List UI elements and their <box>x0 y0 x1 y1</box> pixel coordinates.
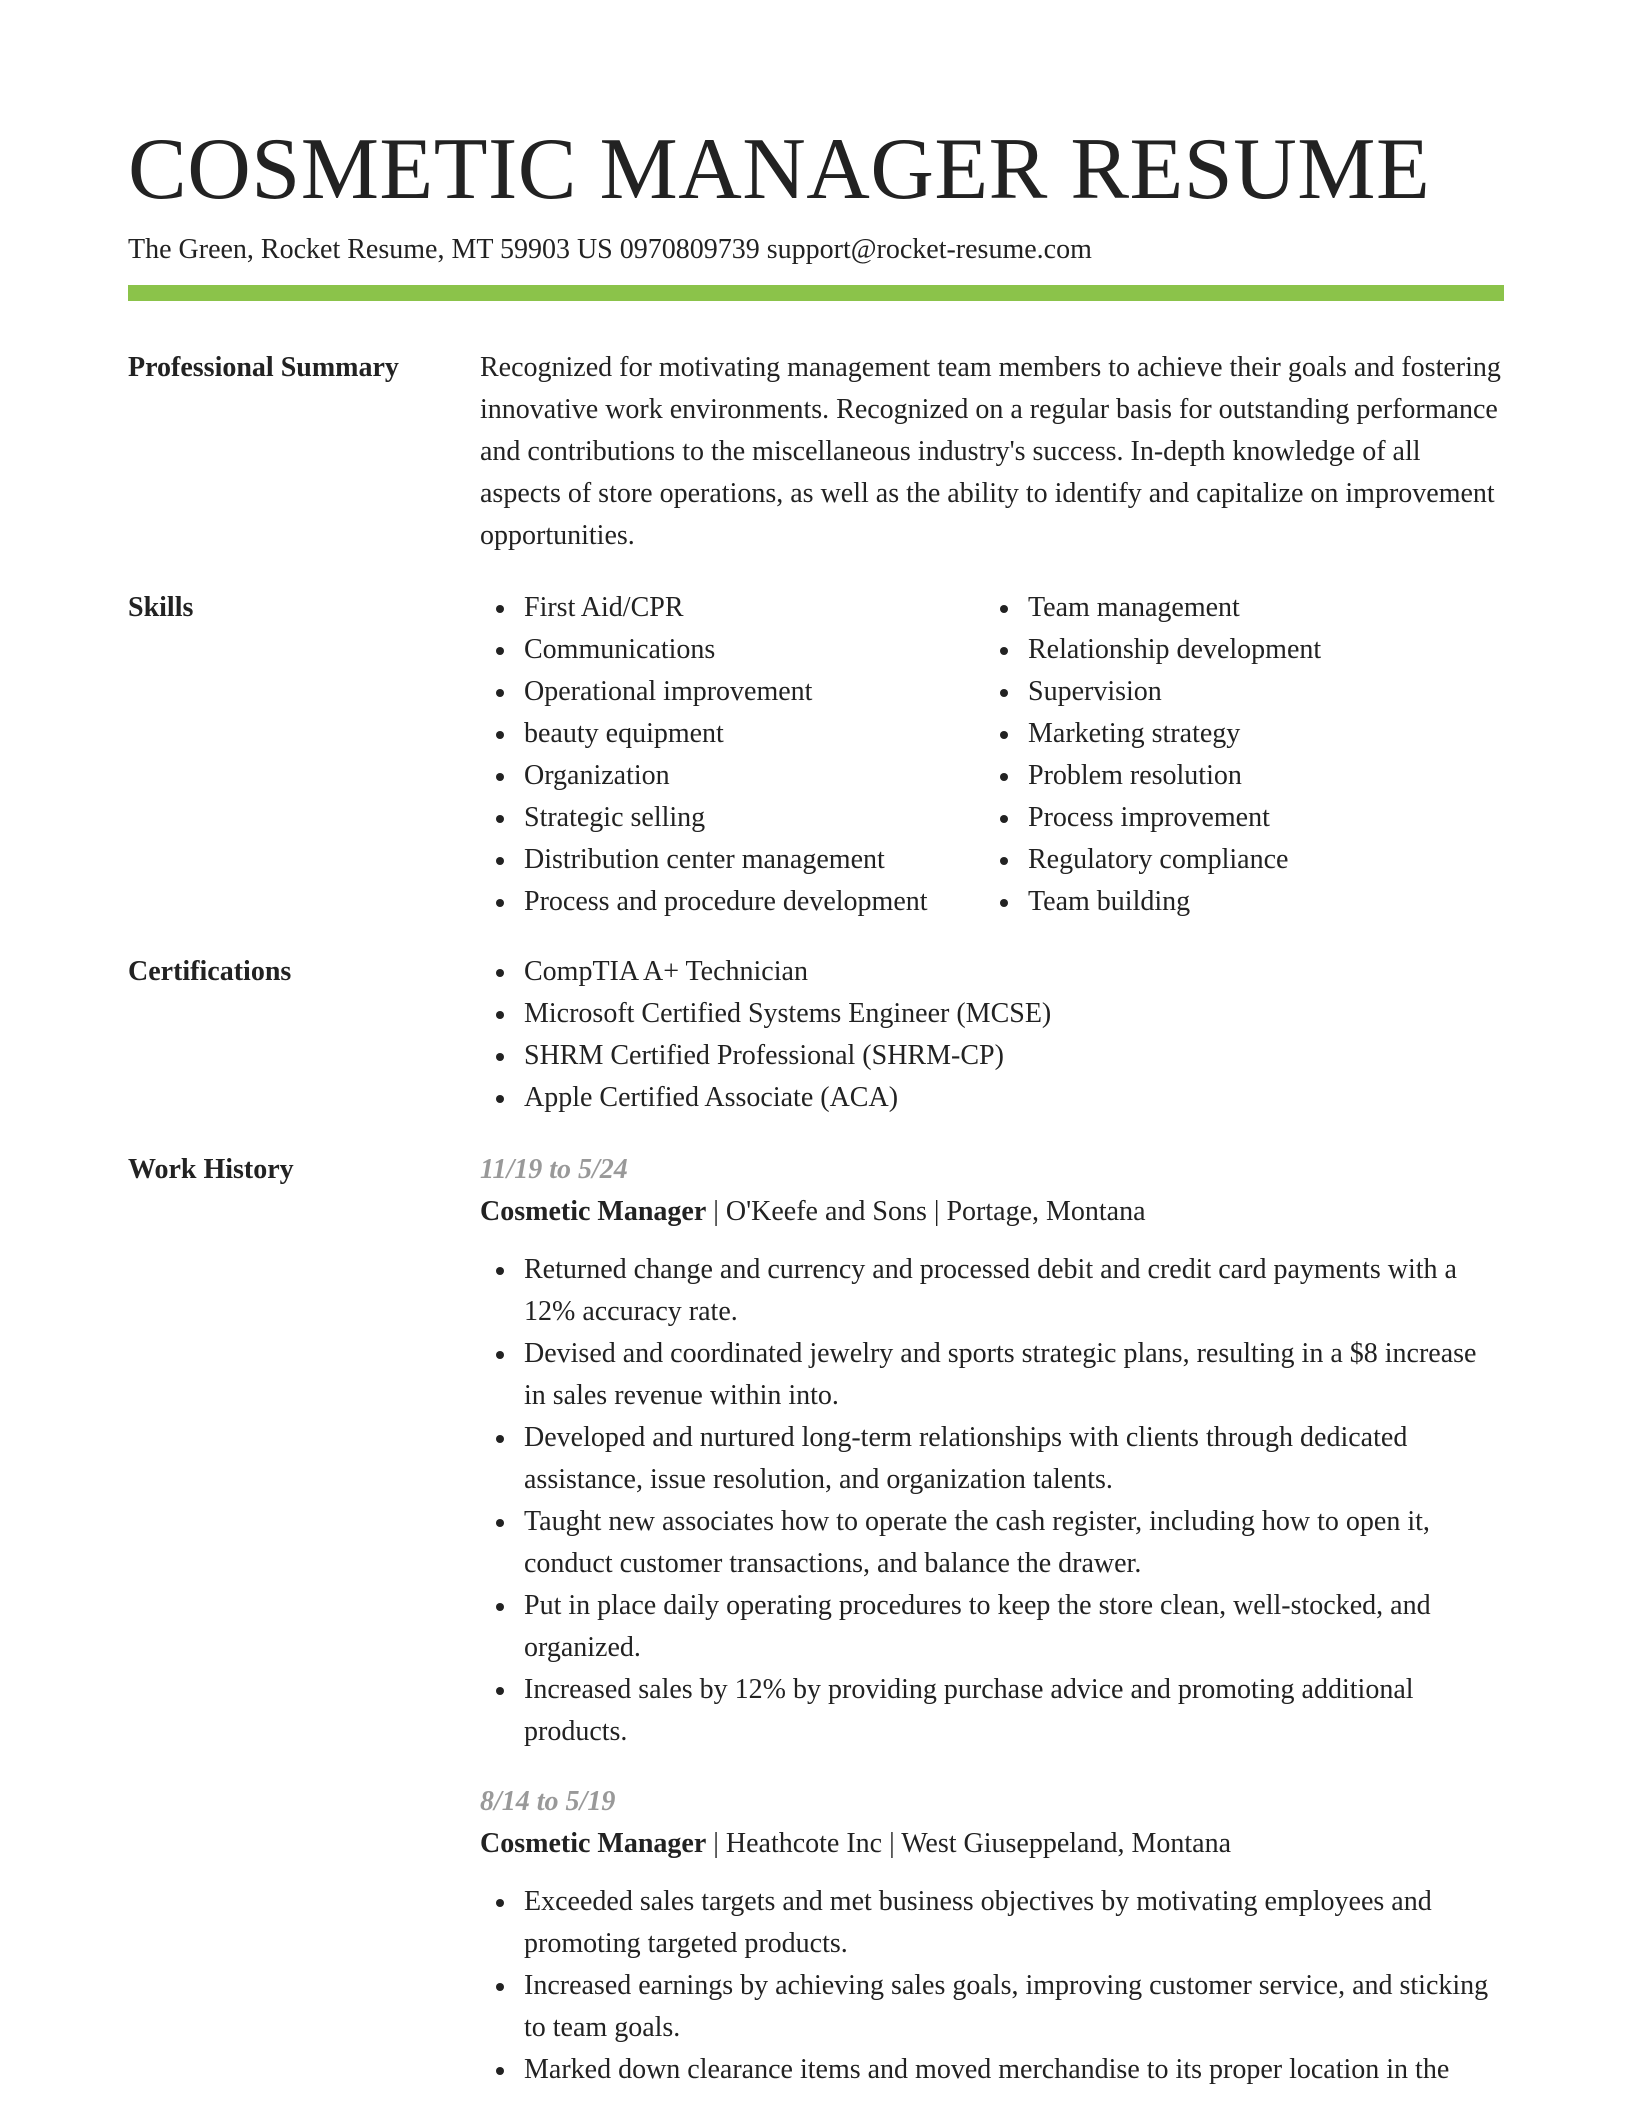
skill-item: Supervision <box>1028 671 1321 713</box>
job-entry <box>480 1149 1504 1753</box>
job-employer-location: | Heathcote Inc | West Giuseppeland, Montana <box>706 1828 1231 1859</box>
certification-item: Apple Certified Associate (ACA) <box>524 1077 1504 1119</box>
job-bullet: Exceeded sales targets and met business objectives by motivating employees and promoting targeted products. <box>524 1881 1504 1965</box>
skill-item: Process improvement <box>1028 797 1321 839</box>
contact-line: The Green, Rocket Resume, MT 59903 US 0970809739 support@rocket-resume.com <box>128 234 1092 265</box>
certification-item: CompTIA A+ Technician <box>524 951 1504 993</box>
job-bullets <box>480 1249 1504 1753</box>
summary-text: Recognized for motivating management team members to achieve their goals and fostering innovative work environments. Recognized on a regular basis for outstanding performance and contributions to the miscellaneous industry's success. In-depth knowledge of all aspects of store operations, as well as the ability to identify and capitalize on improvement opportunities. <box>480 352 1501 551</box>
summary-label: Professional Summary <box>128 352 399 383</box>
accent-divider <box>128 285 1504 301</box>
job-bullets <box>480 1881 1504 2091</box>
skill-item: First Aid/CPR <box>524 587 928 629</box>
certification-item: SHRM Certified Professional (SHRM-CP) <box>524 1035 1504 1077</box>
skill-item: Team building <box>1028 881 1321 923</box>
certifications-body <box>480 951 1504 1119</box>
skills-list-right <box>984 587 1321 923</box>
job-bullet: Devised and coordinated jewelry and sports strategic plans, resulting in a $8 increase in sales revenue within into. <box>524 1333 1504 1417</box>
skill-item: Relationship development <box>1028 629 1321 671</box>
job-entry <box>480 1781 1504 2091</box>
skill-item: Team management <box>1028 587 1321 629</box>
job-header <box>480 1191 1504 1233</box>
job-bullet: Increased earnings by achieving sales goals, improving customer service, and sticking to team goals. <box>524 1965 1504 2049</box>
skill-item: Process and procedure development <box>524 881 928 923</box>
skills-list-left <box>480 587 928 923</box>
job-bullet: Taught new associates how to operate the cash register, including how to open it, conduct customer transactions, and balance the drawer. <box>524 1501 1504 1585</box>
skill-item: Regulatory compliance <box>1028 839 1321 881</box>
job-header <box>480 1823 1504 1865</box>
skill-item: Strategic selling <box>524 797 928 839</box>
job-title: Cosmetic Manager <box>480 1196 707 1227</box>
job-bullet: Increased sales by 12% by providing purchase advice and promoting additional products. <box>524 1669 1504 1753</box>
summary-body <box>480 347 1504 557</box>
job-title: Cosmetic Manager <box>480 1828 707 1859</box>
skill-item: Distribution center management <box>524 839 928 881</box>
job-dates: 11/19 to 5/24 <box>480 1154 628 1185</box>
job-bullet: Put in place daily operating procedures to keep the store clean, well-stocked, and organized. <box>524 1585 1504 1669</box>
certifications-list <box>480 951 1504 1119</box>
job-employer-location: | O'Keefe and Sons | Portage, Montana <box>706 1196 1146 1227</box>
skill-item: Organization <box>524 755 928 797</box>
job-dates: 8/14 to 5/19 <box>480 1786 616 1817</box>
skills-label: Skills <box>128 592 194 623</box>
skill-item: beauty equipment <box>524 713 928 755</box>
certifications-label: Certifications <box>128 956 292 987</box>
skill-item: Communications <box>524 629 928 671</box>
job-bullet: Marked down clearance items and moved merchandise to its proper location in the <box>524 2049 1504 2091</box>
skill-item: Operational improvement <box>524 671 928 713</box>
resume-title: COSMETIC MANAGER RESUME <box>128 121 1431 218</box>
job-bullet: Developed and nurtured long-term relationships with clients through dedicated assistance, issue resolution, and organization talents. <box>524 1417 1504 1501</box>
work-history-label: Work History <box>128 1154 294 1185</box>
certification-item: Microsoft Certified Systems Engineer (MCSE) <box>524 993 1504 1035</box>
job-bullet: Returned change and currency and processed debit and credit card payments with a 12% accuracy rate. <box>524 1249 1504 1333</box>
skill-item: Problem resolution <box>1028 755 1321 797</box>
skill-item: Marketing strategy <box>1028 713 1321 755</box>
work-history-body <box>480 1149 1504 2091</box>
